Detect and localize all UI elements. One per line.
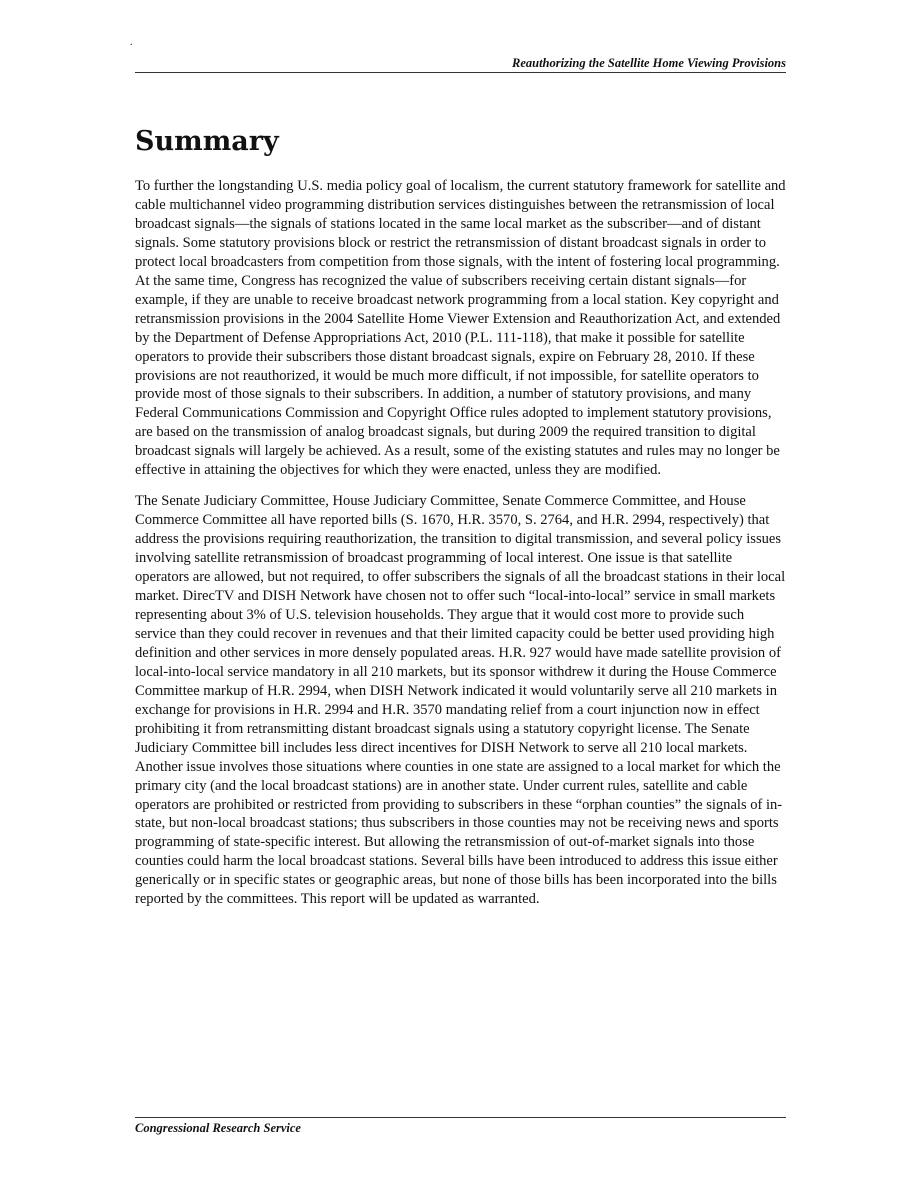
footer-rule xyxy=(135,1117,786,1118)
summary-paragraph-1: To further the longstanding U.S. media policy goal of localism, the current statutory framework for satellite and cable multichannel video programming distribution services distinguishes between the retransmission of local broadcast signals—the signals of stations located in the same local market as the subscriber—and of distant signals. Some statutory provisions block or restrict the retransmission of distant broadcast signals in order to protect local broadcasters from competition from those signals, with the intent of fostering local programming. At the same time, Congress has recognized the value of subscribers receiving certain distant signals—for example, if they are unable to receive broadcast network programming from a local station. Key copyright and retransmission provisions in the 2004 Satellite Home Viewer Extension and Reauthorization Act, and extended by the Department of Defense Appropriations Act, 2010 (P.L. 111-118), that make it possible for satellite operators to provide their subscribers those distant broadcast signals, expire on February 28, 2010. If these provisions are not reauthorized, it would be much more difficult, if not impossible, for satellite operators to provide most of those signals to their subscribers. In addition, a number of statutory provisions, and many Federal Communications Commission and Copyright Office rules adopted to implement statutory provisions, are based on the transmission of analog broadcast signals, but during 2009 the required transition to digital broadcast signals will largely be achieved. As a result, some of the existing statutes and rules may no longer be effective in attaining the objectives for which they were enacted, unless they are modified. xyxy=(135,178,786,479)
summary-body xyxy=(135,177,786,921)
page-title: Summary xyxy=(135,126,279,157)
running-header: Reauthorizing the Satellite Home Viewing Provisions xyxy=(512,56,786,70)
header-rule xyxy=(135,72,786,73)
stray-mark: . xyxy=(130,37,133,48)
summary-paragraph-2: The Senate Judiciary Committee, House Judiciary Committee, Senate Commerce Committee, and House Commerce Committee all have reported bills (S. 1670, H.R. 3570, S. 2764, and H.R. 2994, respectively) that address the provisions requiring reauthorization, the transition to digital transmission, and several policy issues involving satellite retransmission of broadcast programming of local interest. One issue is that satellite operators are allowed, but not required, to offer subscribers the signals of all the broadcast stations in their local market. DirecTV and DISH Network have chosen not to offer such “local-into-local” service in small markets representing about 3% of U.S. television households. They argue that it would cost more to provide such service than they could recover in revenues and that their limited capacity could be better used providing high definition and other services in more densely populated areas. H.R. 927 would have made satellite provision of local-into-local service mandatory in all 210 markets, but its sponsor withdrew it during the House Commerce Committee markup of H.R. 2994, when DISH Network indicated it would voluntarily serve all 210 markets in exchange for provisions in H.R. 2994 and H.R. 3570 mandating relief from a court injunction now in effect prohibiting it from retransmitting distant broadcast signals using a statutory copyright license. The Senate Judiciary Committee bill includes less direct incentives for DISH Network to serve all 210 local markets. Another issue involves those situations where counties in one state are assigned to a local market for which the primary city (and the local broadcast stations) are in another state. Under current rules, satellite and cable operators are prohibited or restricted from providing to subscribers in these “orphan counties” the signals of in-state, but non-local broadcast stations; thus subscribers in those counties may not be receiving news and sports programming of state-specific interest. But allowing the retransmission of out-of-market signals into those counties could harm the local broadcast stations. Several bills have been introduced to address this issue either generically or in specific states or geographic areas, but none of those bills has been incorporated into the bills reported by the committees. This report will be updated as warranted. xyxy=(135,493,786,908)
footer-source: Congressional Research Service xyxy=(135,1121,301,1135)
